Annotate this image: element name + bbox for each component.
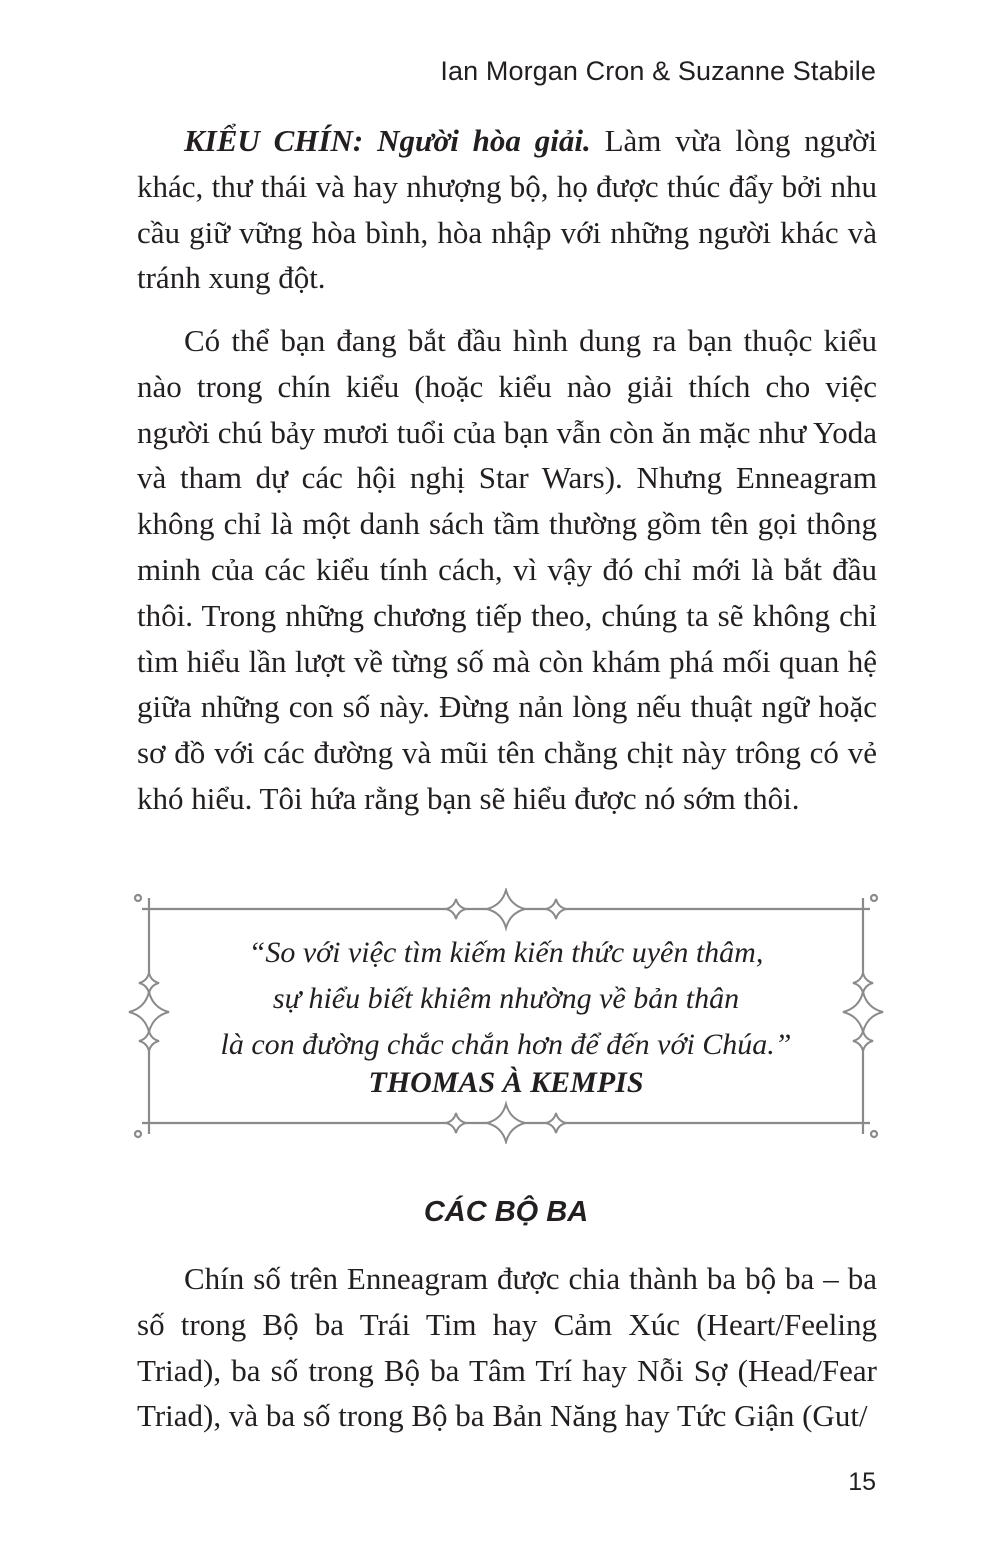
sparkle-top-center-icon: [487, 890, 525, 928]
sparkle-bottom-left-icon: [446, 1113, 466, 1133]
paragraph-type-nine: [137, 118, 877, 301]
corner-dot-bottom-right: [871, 1131, 877, 1137]
sparkle-bottom-center-icon: [487, 1104, 525, 1142]
quote-author: THOMAS À KEMPIS: [368, 1066, 644, 1099]
sparkle-bottom-right-icon: [546, 1113, 566, 1133]
section-heading: CÁC BỘ BA: [423, 1196, 589, 1228]
type-nine-body: Làm vừa lòng người khác, thư thái và hay nhượng bộ, họ được thúc đẩy bởi nhu cầu giữ vững hòa bình, hòa nhập với những người khác và tránh xung đột.: [137, 123, 877, 296]
quote-line-2: sự hiểu biết khiêm nhường về bản thân: [272, 982, 740, 1015]
corner-dot-bottom-left: [135, 1131, 141, 1137]
sparkle-top-left-icon: [446, 899, 466, 919]
quote-line-3: là con đường chắc chắn hơn để đến với Chúa.”: [220, 1028, 792, 1061]
corner-dot-top-left: [135, 895, 141, 901]
paragraph-second: Có thể bạn đang bắt đầu hình dung ra bạn thuộc kiểu nào trong chín kiểu (hoặc kiểu nào giải thích cho việc người chú bảy mươi tuổi của bạn vẫn còn ăn mặc như Yoda và tham dự các hội nghị Star Wars). Nhưng Enneagram không chỉ là một danh sách tầm thường gồm tên gọi thông minh của các kiểu tính cách, vì vậy đó chỉ mới là bắt đầu thôi. Trong những chương tiếp theo, chúng ta sẽ không chỉ tìm hiểu lần lượt về từng số mà còn khám phá mối quan hệ giữa những con số này. Đừng nản lòng nếu thuật ngữ hoặc sơ đồ với các đường và mũi tên chằng chịt này trông có vẻ khó hiểu. Tôi hứa rằng bạn sẽ hiểu được nó sớm thôi.: [137, 323, 877, 816]
quote-box: [128, 888, 884, 1144]
running-head: Ian Morgan Cron & Suzanne Stabile: [440, 56, 876, 86]
page-number: 15: [848, 1468, 876, 1496]
sparkle-top-right-icon: [546, 899, 566, 919]
paragraph-third: Chín số trên Enneagram được chia thành ba bộ ba – ba số trong Bộ ba Trái Tim hay Cảm Xúc (Heart/Feeling Triad), ba số trong Bộ ba Tâm Trí hay Nỗi Sợ (Head/Fear Triad), và ba số trong Bộ ba Bản Năng hay Tức Giận (Gut/: [137, 1261, 877, 1434]
quote-text: [128, 930, 884, 1068]
type-nine-lead: KIỂU CHÍN: Người hòa giải.: [184, 123, 591, 158]
quote-line-1: “So với việc tìm kiếm kiến thức uyên thâm,: [248, 936, 764, 969]
corner-dot-top-right: [871, 895, 877, 901]
